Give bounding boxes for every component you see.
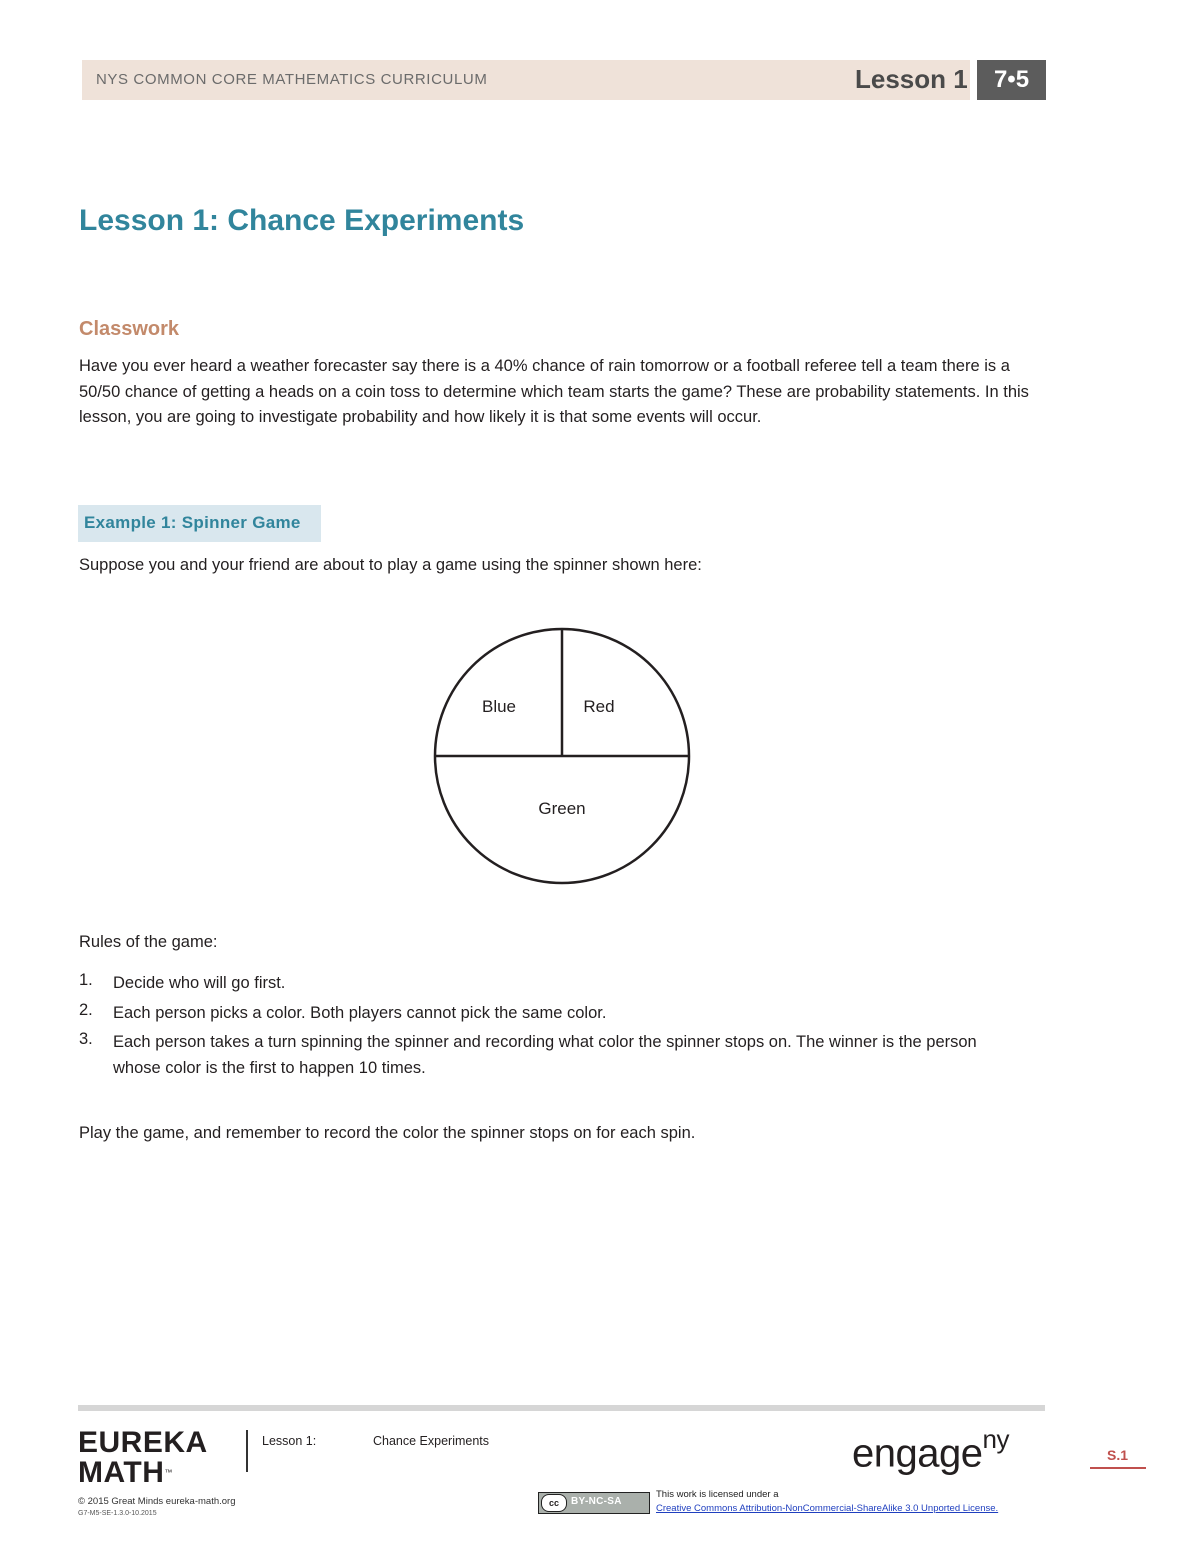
rule-text: Decide who will go first.: [113, 974, 286, 992]
example-heading: Example 1: Spinner Game: [84, 513, 301, 532]
logo-trademark: ™: [164, 1468, 173, 1477]
classwork-heading: Classwork: [79, 318, 180, 340]
footer-divider-line: [78, 1405, 1045, 1411]
example-prompt: Suppose you and your friend are about to play a game using the spinner shown here:: [79, 556, 702, 574]
copyright: © 2015 Great Minds eureka-math.org: [78, 1496, 236, 1507]
spinner-section-red: Red: [583, 697, 615, 716]
intro-paragraph: Have you ever heard a weather forecaster say there is a 40% chance of rain tomorrow or a football referee tell a team there is a 50/50 chance of getting a heads on a coin toss to determine which team starts the game? These are probability statements. In this lesson, you are going to investigate probability and how likely it is that some events will occur.: [79, 357, 1029, 426]
license-intro: This work is licensed under a: [656, 1489, 779, 1500]
logo-line1: EUREKA: [78, 1426, 208, 1459]
spinner-section-green: Green: [538, 799, 586, 818]
document-id: G7-M5-SE-1.3.0-10.2015: [78, 1510, 157, 1517]
curriculum-label: NYS COMMON CORE MATHEMATICS CURRICULUM: [96, 71, 488, 88]
cc-badge-label: BY-NC-SA: [571, 1496, 622, 1507]
spinner-section-blue: Blue: [481, 697, 517, 716]
rule-text: Each person picks a color. Both players cannot pick the same color.: [113, 1004, 607, 1022]
rule-text: Each person takes a turn spinning the spinner and recording what color the spinner stops on. The winner is the person whose color is the first to happen 10 times.: [113, 1033, 977, 1077]
engageny-logo: [852, 1424, 1009, 1476]
footer-lesson-title: Chance Experiments: [373, 1434, 490, 1448]
logo-line2: MATH: [78, 1456, 165, 1489]
play-instruction: Play the game, and remember to record the color the spinner stops on for each spin.: [79, 1124, 696, 1142]
rule-number: 2.: [79, 1001, 93, 1019]
rule-number: 3.: [79, 1030, 93, 1048]
license-link[interactable]: Creative Commons Attribution-NonCommercial-ShareAlike 3.0 Unported License.: [656, 1503, 999, 1514]
page-number-underline: [1090, 1467, 1146, 1469]
cc-icon: cc: [541, 1494, 567, 1512]
footer-vertical-divider: [246, 1430, 248, 1472]
grade-module-badge: 7•5: [977, 60, 1046, 100]
engage-ny-text: ny: [982, 1424, 1009, 1454]
header-lesson: Lesson 1: [855, 64, 968, 94]
eureka-math-logo: [78, 1428, 208, 1488]
rule-number: 1.: [79, 971, 93, 989]
page-number: S.1: [1107, 1447, 1129, 1463]
page-title: Lesson 1: Chance Experiments: [79, 204, 525, 237]
engage-text: engage: [852, 1431, 983, 1476]
footer-lesson-label: Lesson 1:: [262, 1434, 317, 1448]
rules-heading: Rules of the game:: [79, 933, 218, 951]
spinner-diagram: [430, 624, 694, 888]
